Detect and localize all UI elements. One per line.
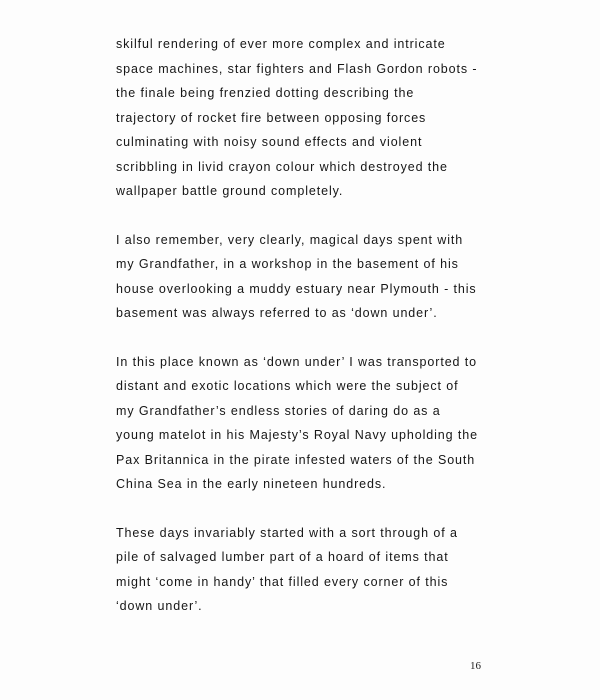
paragraph-3: [116, 350, 516, 497]
text-line: I also remember, very clearly, magical days spent with: [116, 232, 464, 247]
text-line: pile of salvaged lumber part of a hoard of items that: [116, 550, 449, 564]
text-line: China Sea in the early nineteen hundreds.: [116, 477, 387, 491]
text-line: space machines, star fighters and Flash Gordon robots -: [116, 61, 478, 76]
text-line: In this place known as ‘down under’ I was transported to: [116, 354, 477, 369]
text-line: young matelot in his Majesty’s Royal Navy upholding the: [116, 428, 478, 442]
text-line: my Grandfather’s endless stories of daring do as a: [116, 403, 441, 418]
paragraph-2: [116, 228, 516, 326]
text-line: Pax Britannica in the pirate infested waters of the South: [116, 452, 476, 467]
paragraph-1: [116, 32, 516, 204]
text-line: scribbling in livid crayon colour which destroyed the: [116, 159, 448, 174]
text-line: ‘down under’.: [116, 599, 203, 613]
text-line: house overlooking a muddy estuary near Plymouth - this: [116, 281, 477, 296]
body-text: [116, 32, 516, 643]
text-line: distant and exotic locations which were the subject of: [116, 379, 459, 393]
text-line: skilful rendering of ever more complex and intricate: [116, 37, 446, 51]
page-number: 16: [470, 660, 481, 672]
text-line: might ‘come in handy’ that filled every corner of this: [116, 574, 449, 589]
text-line: my Grandfather, in a workshop in the basement of his: [116, 257, 459, 271]
text-line: the finale being frenzied dotting describing the: [116, 86, 415, 100]
text-line: These days invariably started with a sort through of a: [116, 525, 458, 540]
paragraph-4: [116, 521, 516, 619]
text-line: culminating with noisy sound effects and violent: [116, 135, 423, 149]
text-line: basement was always referred to as ‘down under’.: [116, 306, 438, 320]
text-line: wallpaper battle ground completely.: [116, 184, 344, 198]
text-line: trajectory of rocket fire between opposing forces: [116, 110, 427, 125]
